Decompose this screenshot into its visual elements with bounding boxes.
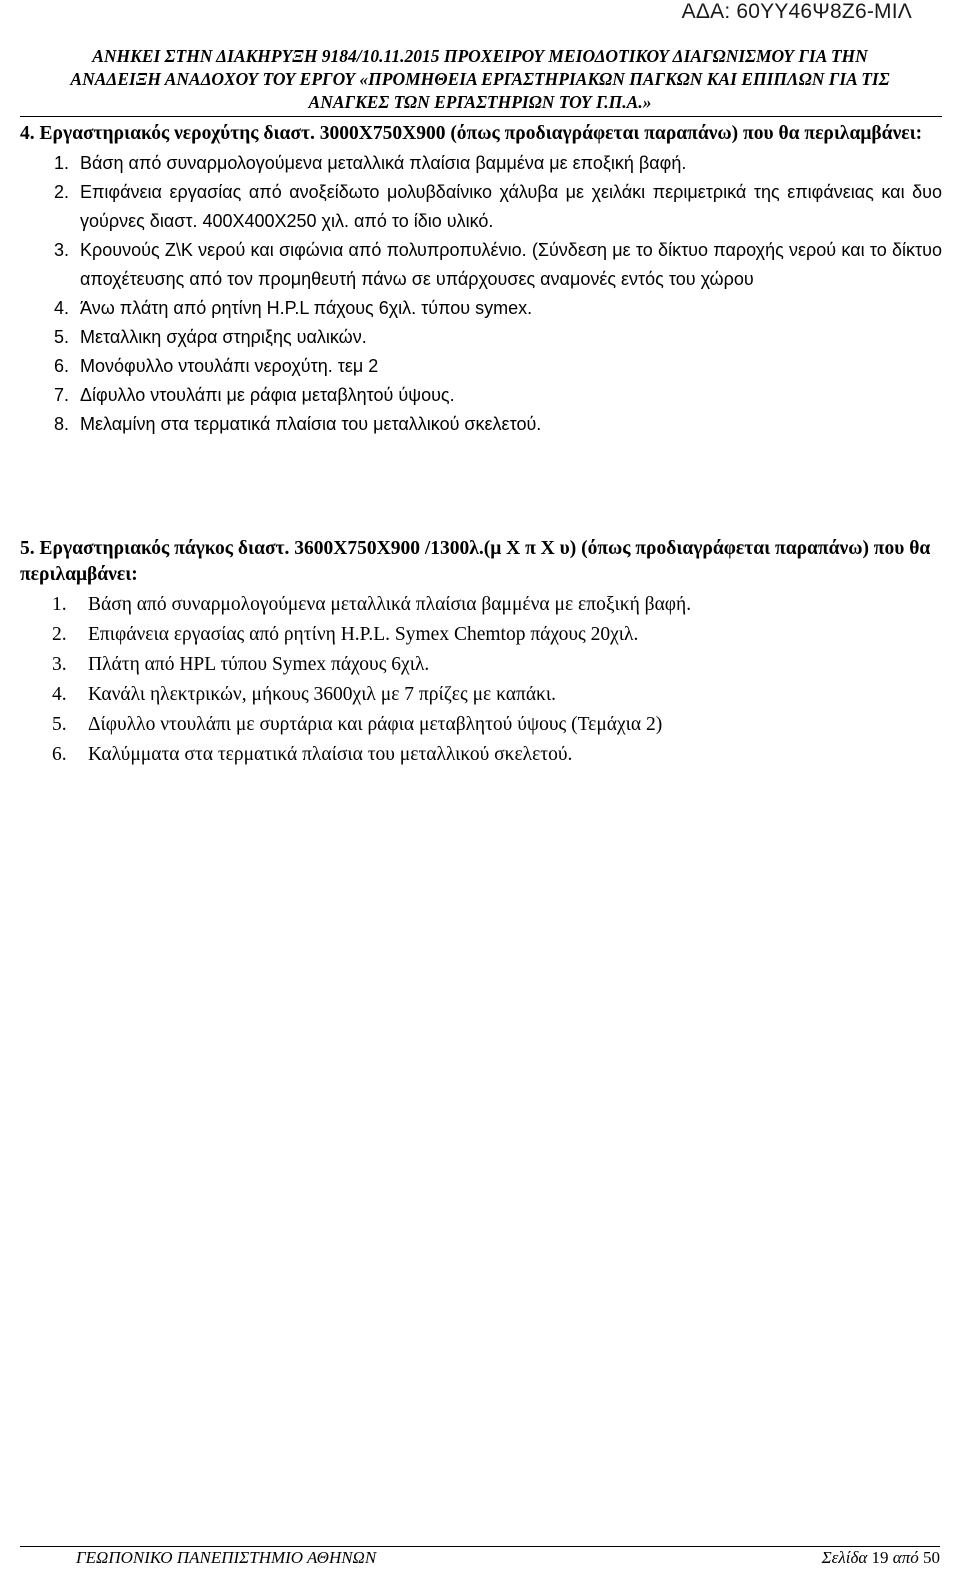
footer-university: ΓΕΩΠΟΝΙΚΟ ΠΑΝΕΠΙΣΤΗΜΙΟ ΑΘΗΝΩΝ <box>76 1548 377 1567</box>
list-item <box>20 740 942 770</box>
page-number: 19 <box>871 1548 889 1567</box>
item-text: Κρουνούς Ζ\Κ νερού και σιφώνια από πολυπροπυλένιο. (Σύνδεση με το δίκτυο παροχής νερού και το δίκτυο αποχέτευσης από τον προμηθευτή πάνω σε υπάρχουσες αναμονές εντός του χώρου <box>80 240 942 289</box>
ada-code: ΑΔΑ: 60ΥΥ46Ψ8Ζ6-ΜΙΛ <box>681 0 912 23</box>
list-item <box>20 149 942 178</box>
item-number: 2. <box>54 182 70 202</box>
item-number: 8. <box>54 414 70 434</box>
section-workbench <box>20 536 942 770</box>
item-text: Μελαμίνη στα τερματικά πλαίσια του μεταλλικού σκελετού. <box>80 414 542 434</box>
section-title: 5. Εργαστηριακός πάγκος διαστ. 3600Χ750Χ900 /1300λ.(μ Χ π Χ υ) (όπως προδιαγράφεται παραπάνω) που θα περιλαμβάνει: <box>20 538 931 585</box>
item-text: Επιφάνεια εργασίας από ρητίνη H.P.L. Symex Chemtop πάχους 20χιλ. <box>88 624 639 645</box>
list-item <box>20 381 942 410</box>
section-title: 4. Εργαστηριακός νεροχύτης διαστ. 3000Χ750Χ900 (όπως προδιαγράφεται παραπάνω) που θα περιλαμβάνει: <box>20 123 923 144</box>
list-item <box>20 178 942 236</box>
list-item <box>20 294 942 323</box>
document-header <box>20 45 940 114</box>
list-item <box>20 710 942 740</box>
item-number: 4. <box>52 684 67 705</box>
list-item <box>20 410 942 439</box>
item-text: Καλύμματα στα τερματικά πλαίσια του μεταλλικού σκελετού. <box>88 744 573 765</box>
item-number: 4. <box>54 298 70 318</box>
item-text: Δίφυλλο ντουλάπι με συρτάρια και ράφια μεταβλητού ύψους (Τεμάχια 2) <box>88 714 663 735</box>
item-number: 6. <box>54 356 70 376</box>
item-number: 1. <box>54 153 70 173</box>
item-text: Πλάτη από HPL τύπου Symex πάχους 6χιλ. <box>88 654 430 675</box>
item-number: 3. <box>52 654 67 675</box>
page-counter <box>822 1547 940 1569</box>
item-number: 5. <box>54 327 70 347</box>
item-number: 3. <box>54 240 70 260</box>
header-line: ΑΝΗΚΕΙ ΣΤΗΝ ΔΙΑΚΗΡΥΞΗ 9184/10.11.2015 ΠΡΟΧΕΙΡΟΥ ΜΕΙΟΔΟΤΙΚΟΥ ΔΙΑΓΩΝΙΣΜΟΥ ΓΙΑ ΤΗΝ <box>92 46 868 66</box>
list-item <box>20 352 942 381</box>
page-word: Σελίδα <box>821 1548 868 1567</box>
list-item <box>20 620 942 650</box>
item-number: 1. <box>52 594 67 615</box>
item-number: 2. <box>52 624 67 645</box>
page-footer <box>20 1546 940 1567</box>
list-item <box>20 590 942 620</box>
item-text: Βάση από συναρμολογούμενα μεταλλικά πλαίσια βαμμένα με εποξική βαφή. <box>80 153 687 173</box>
of-word: από <box>892 1548 919 1567</box>
header-line: ΑΝΑΓΚΕΣ ΤΩΝ ΕΡΓΑΣΤΗΡΙΩΝ ΤΟΥ Γ.Π.Α.» <box>308 92 652 112</box>
item-text: Μεταλλικη σχάρα στηριξης υαλικών. <box>80 327 367 347</box>
item-number: 6. <box>52 744 67 765</box>
item-number: 7. <box>54 385 70 405</box>
item-list <box>20 590 942 770</box>
section-sink <box>20 121 942 439</box>
list-item <box>20 650 942 680</box>
item-text: Επιφάνεια εργασίας από ανοξείδωτο μολυβδαίνικο χάλυβα με χειλάκι περιμετρικά της επιφάνειας και δυο γούρνες διαστ. 400Χ400Χ250 χιλ. από το ίδιο υλικό. <box>80 182 942 231</box>
list-item <box>20 236 942 294</box>
item-text: Άνω πλάτη από ρητίνη H.P.L πάχους 6χιλ. τύπου symex. <box>80 298 533 318</box>
item-text: Κανάλι ηλεκτρικών, μήκους 3600χιλ με 7 πρίζες με καπάκι. <box>88 684 556 705</box>
item-number: 5. <box>52 714 67 735</box>
list-item <box>20 680 942 710</box>
header-line: ΑΝΑΔΕΙΞΗ ΑΝΑΔΟΧΟΥ ΤΟΥ ΕΡΓΟΥ «ΠΡΟΜΗΘΕΙΑ ΕΡΓΑΣΤΗΡΙΑΚΩΝ ΠΑΓΚΩΝ ΚΑΙ ΕΠΙΠΛΩΝ ΓΙΑ ΤΙΣ <box>70 69 890 89</box>
list-item <box>20 323 942 352</box>
item-text: Μονόφυλλο ντουλάπι νεροχύτη. τεμ 2 <box>80 356 379 376</box>
page-total: 50 <box>923 1548 940 1567</box>
header-divider <box>20 116 942 117</box>
item-list <box>20 149 942 439</box>
item-text: Δίφυλλο ντουλάπι με ράφια μεταβλητού ύψους. <box>80 385 455 405</box>
item-text: Βάση από συναρμολογούμενα μεταλλικά πλαίσια βαμμένα με εποξική βαφή. <box>88 594 692 615</box>
